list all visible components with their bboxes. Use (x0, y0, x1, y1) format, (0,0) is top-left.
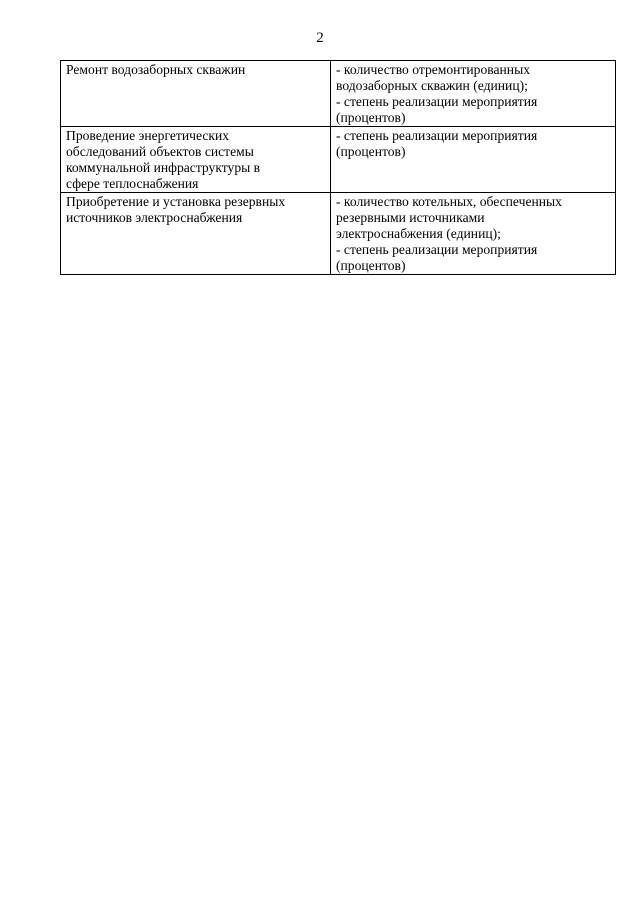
indicator-text: (процентов) (336, 110, 406, 125)
indicator-text: (процентов) (336, 144, 406, 159)
indicator-text: - степень реализации мероприятия (336, 242, 538, 257)
table-row (61, 61, 616, 127)
activity-text: Приобретение и установка резервных (66, 194, 286, 209)
indicator-text: водозаборных скважин (единиц); (336, 78, 528, 93)
activity-text: сфере теплоснабжения (66, 176, 199, 191)
activities-table (60, 60, 616, 275)
activity-cell (61, 61, 331, 127)
activity-text: коммунальной инфраструктуры в (66, 160, 261, 175)
activity-cell (61, 193, 331, 275)
activity-text: Проведение энергетических (66, 128, 230, 143)
activity-text: Ремонт водозаборных скважин (66, 62, 246, 77)
activity-text: источников электроснабжения (66, 210, 243, 225)
table-row (61, 127, 616, 193)
indicator-text: (процентов) (336, 258, 406, 273)
indicator-text: электроснабжения (единиц); (336, 226, 501, 241)
activity-cell (61, 127, 331, 193)
indicator-text: - степень реализации мероприятия (336, 128, 538, 143)
page-number: 2 (316, 30, 324, 46)
table-row (61, 193, 616, 275)
indicator-cell (331, 193, 616, 275)
indicator-cell (331, 61, 616, 127)
indicator-cell (331, 127, 616, 193)
indicator-text: - количество отремонтированных (336, 62, 531, 77)
indicator-text: - степень реализации мероприятия (336, 94, 538, 109)
activity-text: обследований объектов системы (66, 144, 254, 159)
indicator-text: - количество котельных, обеспеченных (336, 194, 562, 209)
indicator-text: резервными источниками (336, 210, 485, 225)
